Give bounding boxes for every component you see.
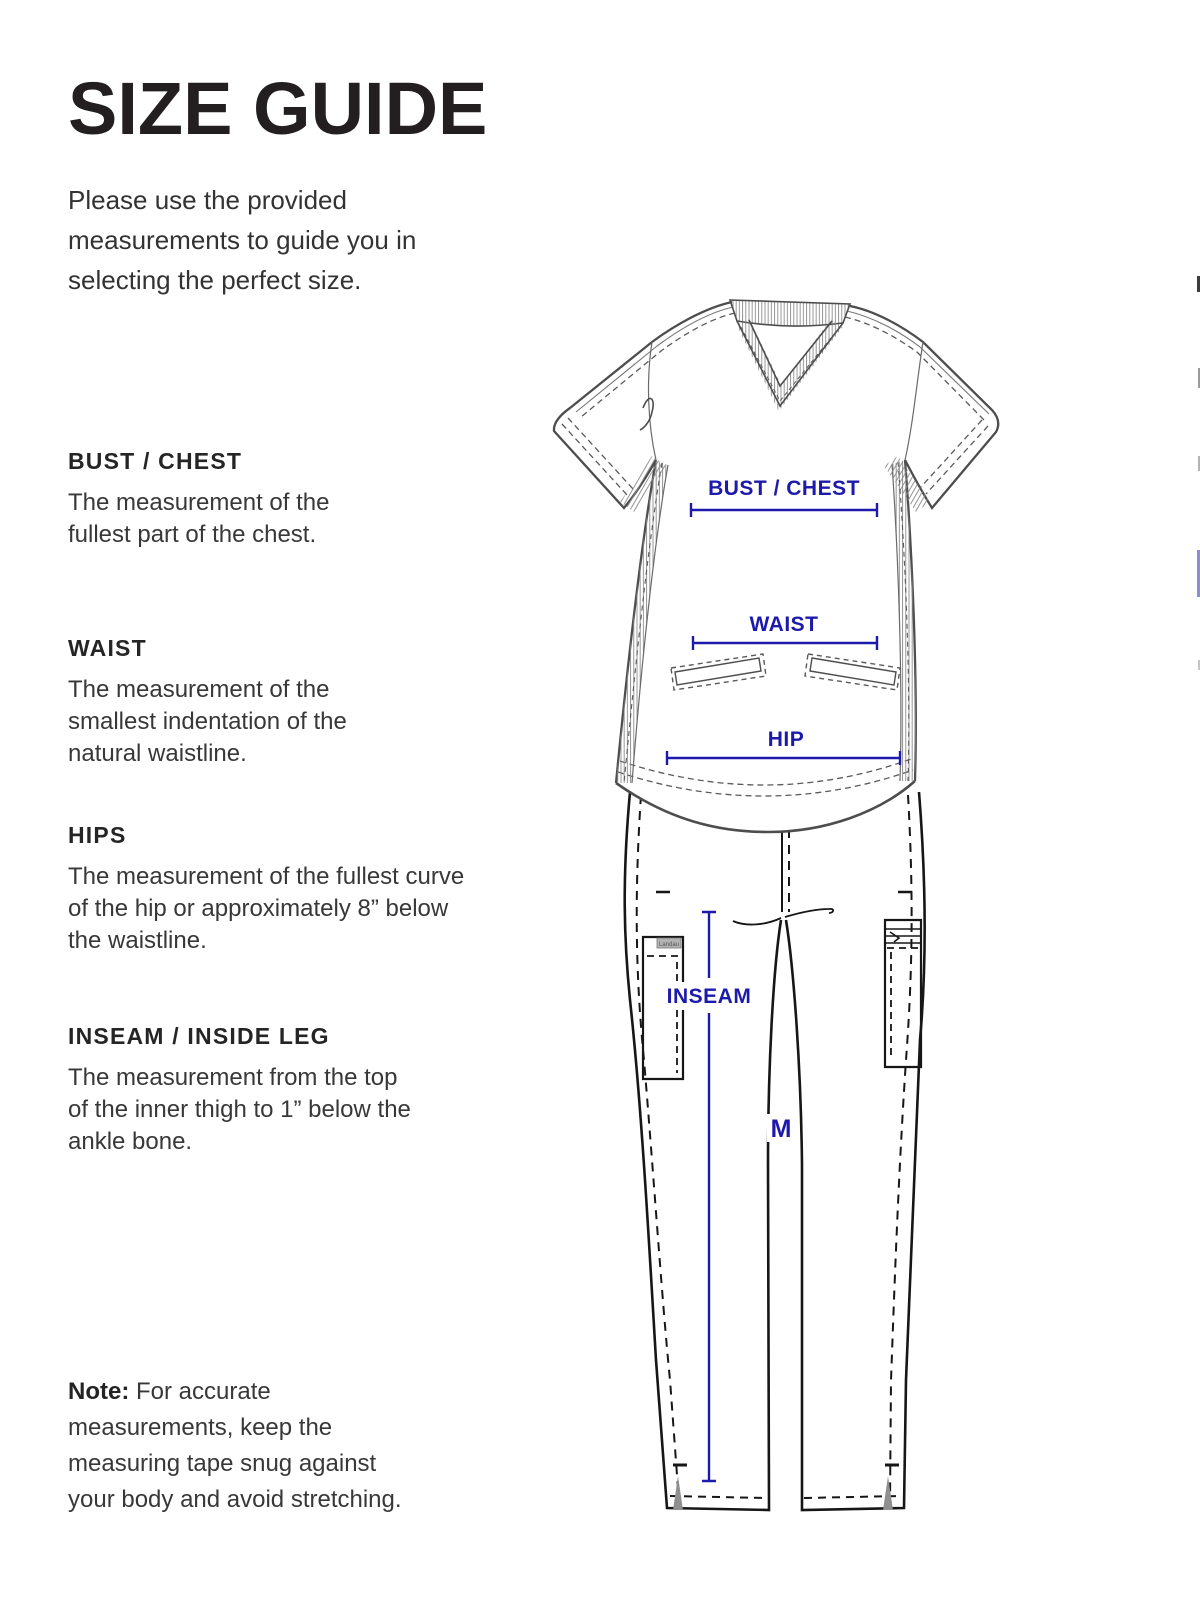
section-bust-body: The measurement of the fullest part of the chest. [68, 489, 330, 548]
section-hips-body: The measurement of the fullest curve of the hip or approximately 8” below the waistline. [68, 863, 465, 954]
section-bust [68, 448, 388, 551]
page-title: SIZE GUIDE [68, 67, 488, 150]
note-text [68, 1374, 413, 1518]
size-marker-label: M [770, 1115, 792, 1143]
intro-text: Please use the provided measurements to guide you in selecting the perfect size. [68, 185, 417, 295]
section-bust-heading: BUST / CHEST [68, 448, 243, 474]
garment-diagram [540, 280, 1010, 1520]
hip-label: HIP [767, 728, 805, 751]
scrub-pants-drawing [625, 792, 925, 1510]
section-inseam-body: The measurement from the top of the inner thigh to 1” below the ankle bone. [68, 1064, 411, 1155]
scrub-top-drawing [554, 300, 998, 832]
section-hips-heading: HIPS [68, 822, 127, 848]
section-inseam-heading: INSEAM / INSIDE LEG [68, 1023, 330, 1049]
section-waist-heading: WAIST [68, 635, 147, 661]
waist-label: WAIST [749, 613, 819, 636]
section-inseam [68, 1023, 416, 1158]
note-body: For accurate measurements, keep the measuring tape snug against your body and avoid stretching. [68, 1378, 402, 1513]
section-hips [68, 822, 468, 957]
pocket-brand-tag-label: Landau [658, 942, 680, 948]
section-waist-body: The measurement of the smallest indentation of the natural waistline. [68, 676, 347, 767]
bust-label: BUST / CHEST [708, 477, 860, 500]
inseam-label: INSEAM [666, 985, 752, 1008]
note-label: Note: [68, 1378, 130, 1405]
section-waist [68, 635, 398, 770]
